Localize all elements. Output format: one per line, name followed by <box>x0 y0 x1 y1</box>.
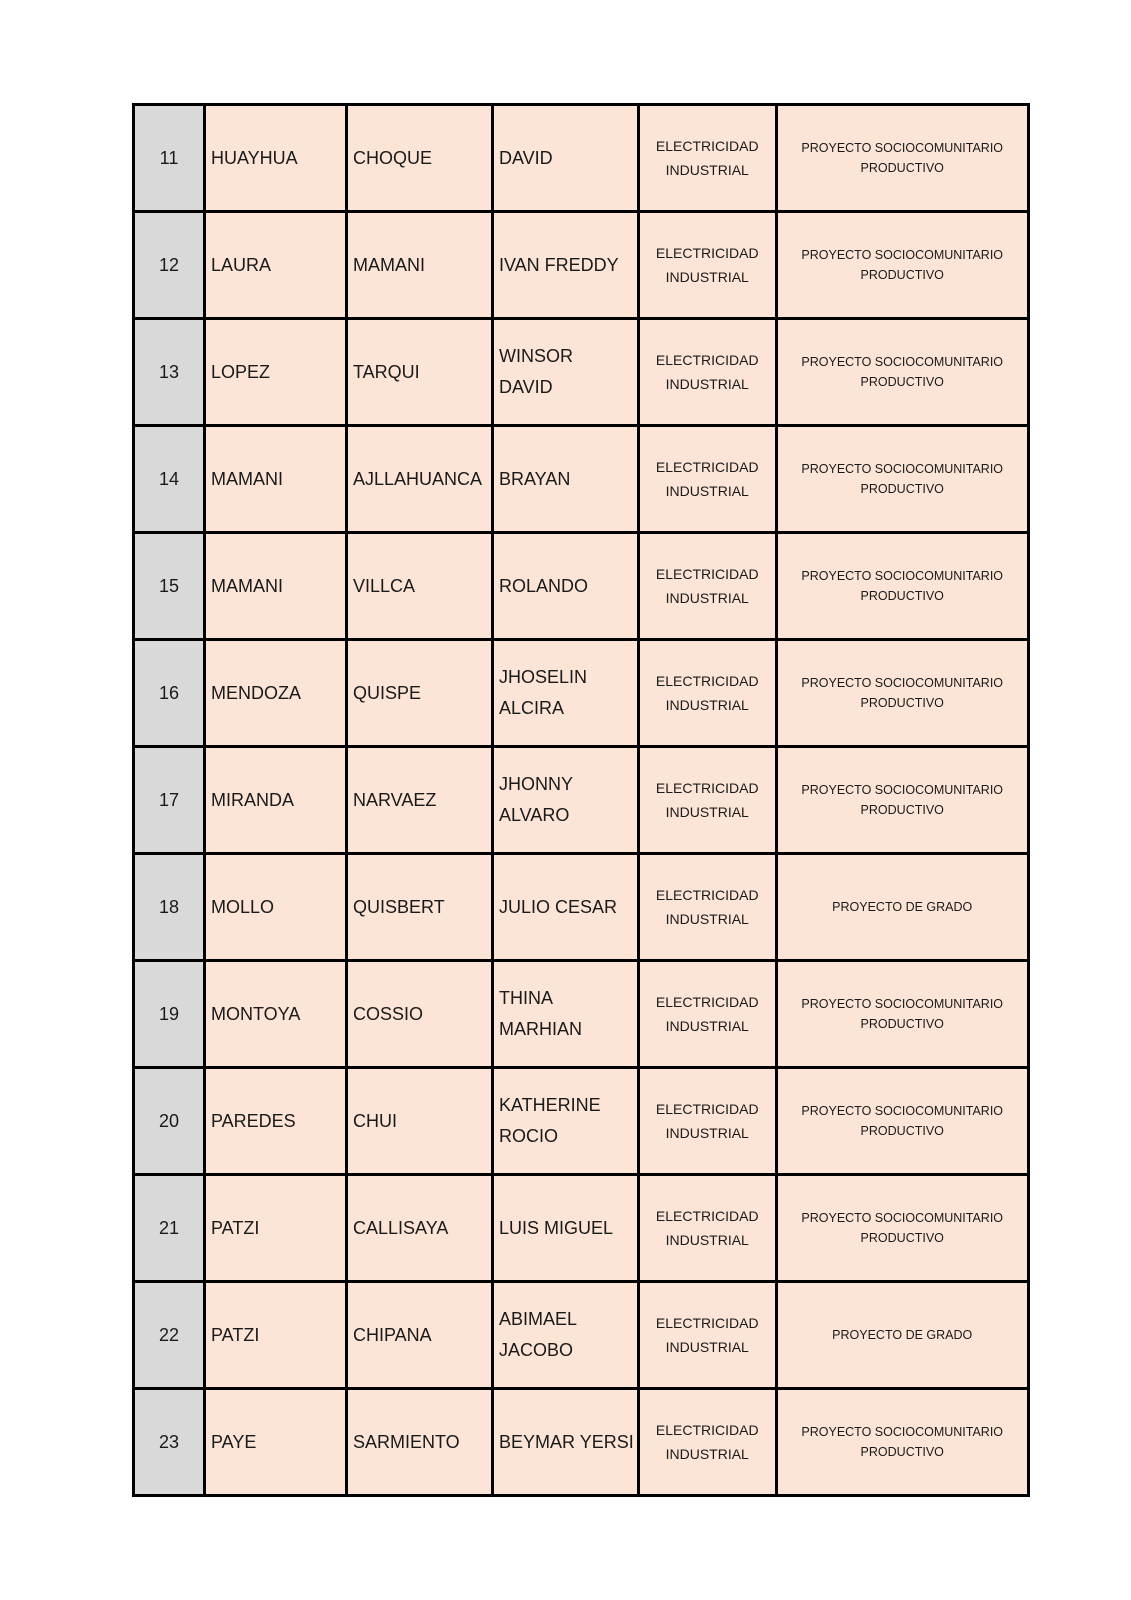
cell-line: PROYECTO SOCIOCOMUNITARIO <box>801 1425 1004 1439</box>
cell-line: ELECTRICIDAD <box>655 887 759 903</box>
cell-line: PRODUCTIVO <box>860 696 944 710</box>
apellido-paterno-cell: LOPEZ <box>205 319 347 426</box>
nombres-cell <box>493 1068 639 1175</box>
row-number-cell: 12 <box>134 212 205 319</box>
cell-line: JULIO CESAR <box>499 896 618 917</box>
cell-line: INDUSTRIAL <box>665 483 749 499</box>
cell-line: ALVARO <box>499 805 570 825</box>
apellido-paterno-cell: PAREDES <box>205 1068 347 1175</box>
cell-line: JHONNY <box>499 774 574 794</box>
cell-line: INDUSTRIAL <box>665 269 749 285</box>
nombres-cell <box>493 212 639 319</box>
modalidad-cell <box>776 961 1028 1068</box>
cell-line: ALCIRA <box>499 698 565 718</box>
cell-line: JACOBO <box>499 1340 574 1360</box>
apellido-materno-cell: QUISBERT <box>347 854 493 961</box>
row-number-cell: 17 <box>134 747 205 854</box>
cell-line: PRODUCTIVO <box>860 268 944 282</box>
cell-line: ABIMAEL <box>499 1309 578 1329</box>
nombres-cell <box>493 1175 639 1282</box>
cell-line: KATHERINE <box>499 1095 601 1115</box>
row-number-cell: 16 <box>134 640 205 747</box>
modalidad-cell <box>776 212 1028 319</box>
modalidad-cell <box>776 1282 1028 1389</box>
carrera-cell <box>638 854 776 961</box>
row-number-cell: 19 <box>134 961 205 1068</box>
cell-line: ELECTRICIDAD <box>655 138 759 154</box>
table-row <box>134 1068 1029 1175</box>
row-number-cell: 20 <box>134 1068 205 1175</box>
apellido-paterno-cell: MENDOZA <box>205 640 347 747</box>
roster-table-body <box>134 105 1029 1496</box>
cell-line: PRODUCTIVO <box>860 803 944 817</box>
row-number-cell: 21 <box>134 1175 205 1282</box>
cell-line: PROYECTO SOCIOCOMUNITARIO <box>801 676 1004 690</box>
modalidad-cell <box>776 1068 1028 1175</box>
row-number-cell: 23 <box>134 1389 205 1496</box>
cell-line: ELECTRICIDAD <box>655 673 759 689</box>
row-number-cell: 11 <box>134 105 205 212</box>
cell-line: ROLANDO <box>499 575 589 596</box>
apellido-materno-cell: COSSIO <box>347 961 493 1068</box>
cell-line: PROYECTO DE GRADO <box>832 900 973 914</box>
cell-line: ELECTRICIDAD <box>655 1315 759 1331</box>
table-row <box>134 319 1029 426</box>
cell-line: PROYECTO SOCIOCOMUNITARIO <box>801 355 1004 369</box>
apellido-paterno-cell: LAURA <box>205 212 347 319</box>
table-row <box>134 961 1029 1068</box>
cell-line: PROYECTO SOCIOCOMUNITARIO <box>801 141 1004 155</box>
carrera-cell <box>638 1175 776 1282</box>
apellido-materno-cell: AJLLAHUANCA <box>347 426 493 533</box>
table-row <box>134 105 1029 212</box>
student-roster-table <box>132 103 1030 1497</box>
table-row <box>134 426 1029 533</box>
modalidad-cell <box>776 747 1028 854</box>
table-row <box>134 1175 1029 1282</box>
cell-line: JHOSELIN <box>499 667 588 687</box>
nombres-cell <box>493 319 639 426</box>
nombres-cell <box>493 105 639 212</box>
cell-line: PROYECTO SOCIOCOMUNITARIO <box>801 1211 1004 1225</box>
cell-line: PRODUCTIVO <box>860 1231 944 1245</box>
row-number-cell: 22 <box>134 1282 205 1389</box>
apellido-materno-cell: TARQUI <box>347 319 493 426</box>
carrera-cell <box>638 640 776 747</box>
modalidad-cell <box>776 854 1028 961</box>
cell-line: PROYECTO SOCIOCOMUNITARIO <box>801 1104 1004 1118</box>
cell-line: PRODUCTIVO <box>860 161 944 175</box>
apellido-paterno-cell: HUAYHUA <box>205 105 347 212</box>
nombres-cell <box>493 640 639 747</box>
modalidad-cell <box>776 105 1028 212</box>
nombres-cell <box>493 1282 639 1389</box>
row-number-cell: 13 <box>134 319 205 426</box>
cell-line: LUIS MIGUEL <box>499 1217 614 1238</box>
carrera-cell <box>638 319 776 426</box>
cell-line: PRODUCTIVO <box>860 1445 944 1459</box>
apellido-materno-cell: CHOQUE <box>347 105 493 212</box>
apellido-paterno-cell: PATZI <box>205 1282 347 1389</box>
apellido-materno-cell: SARMIENTO <box>347 1389 493 1496</box>
cell-line: PRODUCTIVO <box>860 589 944 603</box>
apellido-paterno-cell: MONTOYA <box>205 961 347 1068</box>
modalidad-cell <box>776 640 1028 747</box>
carrera-cell <box>638 1282 776 1389</box>
cell-line: ELECTRICIDAD <box>655 780 759 796</box>
apellido-materno-cell: CALLISAYA <box>347 1175 493 1282</box>
carrera-cell <box>638 1068 776 1175</box>
cell-line: PROYECTO SOCIOCOMUNITARIO <box>801 997 1004 1011</box>
carrera-cell <box>638 747 776 854</box>
cell-line: PROYECTO SOCIOCOMUNITARIO <box>801 569 1004 583</box>
cell-line: ELECTRICIDAD <box>655 1208 759 1224</box>
cell-line: ELECTRICIDAD <box>655 994 759 1010</box>
cell-line: WINSOR <box>499 346 573 366</box>
cell-line: INDUSTRIAL <box>665 1339 749 1355</box>
carrera-cell <box>638 533 776 640</box>
carrera-cell <box>638 105 776 212</box>
cell-line: INDUSTRIAL <box>665 1125 749 1141</box>
cell-line: INDUSTRIAL <box>665 697 749 713</box>
cell-line: INDUSTRIAL <box>665 1446 749 1462</box>
cell-line: INDUSTRIAL <box>665 162 749 178</box>
cell-line: ELECTRICIDAD <box>655 352 759 368</box>
nombres-cell <box>493 1389 639 1496</box>
cell-line: ELECTRICIDAD <box>655 566 759 582</box>
nombres-cell <box>493 854 639 961</box>
cell-line: BEYMAR YERSI <box>499 1431 634 1452</box>
row-number-cell: 14 <box>134 426 205 533</box>
apellido-materno-cell: CHUI <box>347 1068 493 1175</box>
cell-line: PRODUCTIVO <box>860 375 944 389</box>
nombres-cell <box>493 533 639 640</box>
apellido-paterno-cell: MIRANDA <box>205 747 347 854</box>
apellido-paterno-cell: PATZI <box>205 1175 347 1282</box>
apellido-paterno-cell: PAYE <box>205 1389 347 1496</box>
apellido-materno-cell: NARVAEZ <box>347 747 493 854</box>
modalidad-cell <box>776 426 1028 533</box>
cell-line: BRAYAN <box>499 468 571 489</box>
table-row <box>134 747 1029 854</box>
cell-line: DAVID <box>499 147 553 168</box>
apellido-materno-cell: MAMANI <box>347 212 493 319</box>
cell-line: INDUSTRIAL <box>665 911 749 927</box>
cell-line: ELECTRICIDAD <box>655 1101 759 1117</box>
cell-line: MARHIAN <box>499 1019 583 1039</box>
nombres-cell <box>493 747 639 854</box>
cell-line: PROYECTO SOCIOCOMUNITARIO <box>801 248 1004 262</box>
cell-line: IVAN FREDDY <box>499 254 619 275</box>
table-row <box>134 854 1029 961</box>
carrera-cell <box>638 426 776 533</box>
carrera-cell <box>638 212 776 319</box>
apellido-paterno-cell: MAMANI <box>205 533 347 640</box>
apellido-materno-cell: CHIPANA <box>347 1282 493 1389</box>
cell-line: PROYECTO SOCIOCOMUNITARIO <box>801 783 1004 797</box>
cell-line: INDUSTRIAL <box>665 590 749 606</box>
cell-line: ROCIO <box>499 1126 559 1146</box>
nombres-cell <box>493 426 639 533</box>
apellido-paterno-cell: MOLLO <box>205 854 347 961</box>
modalidad-cell <box>776 533 1028 640</box>
apellido-paterno-cell: MAMANI <box>205 426 347 533</box>
cell-line: ELECTRICIDAD <box>655 459 759 475</box>
modalidad-cell <box>776 1175 1028 1282</box>
cell-line: PROYECTO DE GRADO <box>832 1328 973 1342</box>
cell-line: ELECTRICIDAD <box>655 245 759 261</box>
cell-line: INDUSTRIAL <box>665 1232 749 1248</box>
cell-line: DAVID <box>499 377 553 397</box>
cell-line: PRODUCTIVO <box>860 1017 944 1031</box>
modalidad-cell <box>776 1389 1028 1496</box>
carrera-cell <box>638 961 776 1068</box>
apellido-materno-cell: QUISPE <box>347 640 493 747</box>
cell-line: PRODUCTIVO <box>860 482 944 496</box>
cell-line: INDUSTRIAL <box>665 1018 749 1034</box>
carrera-cell <box>638 1389 776 1496</box>
cell-line: INDUSTRIAL <box>665 376 749 392</box>
apellido-materno-cell: VILLCA <box>347 533 493 640</box>
modalidad-cell <box>776 319 1028 426</box>
table-row <box>134 1389 1029 1496</box>
cell-line: PRODUCTIVO <box>860 1124 944 1138</box>
table-row <box>134 212 1029 319</box>
cell-line: INDUSTRIAL <box>665 804 749 820</box>
row-number-cell: 18 <box>134 854 205 961</box>
cell-line: THINA <box>499 988 553 1008</box>
table-row <box>134 1282 1029 1389</box>
cell-line: ELECTRICIDAD <box>655 1422 759 1438</box>
table-row <box>134 533 1029 640</box>
cell-line: PROYECTO SOCIOCOMUNITARIO <box>801 462 1004 476</box>
row-number-cell: 15 <box>134 533 205 640</box>
nombres-cell <box>493 961 639 1068</box>
table-row <box>134 640 1029 747</box>
